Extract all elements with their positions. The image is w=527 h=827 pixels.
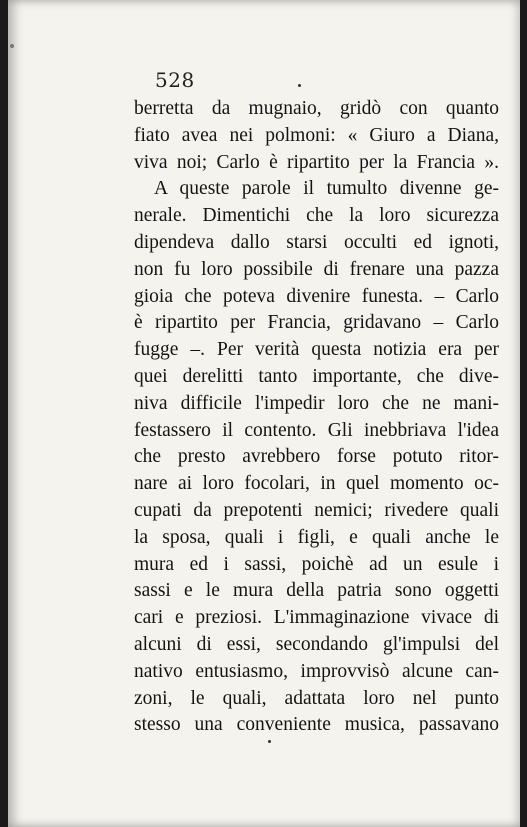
text-line: niva difficile l'impedir loro che ne mani- xyxy=(134,392,499,414)
text-line: nerale. Dimentichi che la loro sicurezza xyxy=(134,205,499,227)
text-line: quei derelitti tanto importante, che dive- xyxy=(134,365,499,387)
text-line: che presto avrebbero forse potuto ritor- xyxy=(134,446,499,468)
text-line: nare ai loro focolari, in quel momento oc- xyxy=(134,473,499,495)
text-line: fugge –. Per verità questa notizia era per xyxy=(134,339,499,361)
text-line: è ripartito per Francia, gridavano – Carlo xyxy=(134,312,499,334)
text-line: non fu loro possibile di frenare una pazza xyxy=(134,258,499,280)
body-text xyxy=(134,96,499,739)
book-page xyxy=(8,0,520,827)
text-line: zoni, le quali, adattata loro nel punto xyxy=(134,687,499,709)
text-line: stesso una conveniente musica, passavano xyxy=(134,714,499,736)
text-line: alcuni di essi, secondando gl'impulsi del xyxy=(134,633,499,655)
text-line: cupati da prepotenti nemici; rivedere quali xyxy=(134,499,499,521)
text-line: fiato avea nei polmoni: « Giuro a Diana, xyxy=(134,124,499,146)
print-speck xyxy=(298,84,301,87)
text-line: gioia che poteva divenire funesta. – Carlo xyxy=(134,285,499,307)
text-line: viva noi; Carlo è ripartito per la Francia ». xyxy=(134,151,499,173)
text-line: mura ed i sassi, poichè ad un esule i xyxy=(134,553,499,575)
text-line: A queste parole il tumulto divenne ge- xyxy=(154,178,499,200)
print-speck xyxy=(268,740,271,743)
text-line: dipendeva dallo starsi occulti ed ignoti, xyxy=(134,231,499,253)
text-line: berretta da mugnaio, gridò con quanto xyxy=(134,98,499,119)
text-line: cari e preziosi. L'immaginazione vivace di xyxy=(134,607,499,629)
text-line: festassero il contento. Gli inebbriava l'idea xyxy=(134,419,499,441)
page-number: 528 xyxy=(155,68,195,92)
text-line: la sposa, quali i figli, e quali anche le xyxy=(134,526,499,548)
text-line: sassi e le mura della patria sono oggetti xyxy=(134,580,499,602)
binding-mark xyxy=(10,44,14,48)
text-line: nativo entusiasmo, improvvisò alcune can- xyxy=(134,660,499,682)
